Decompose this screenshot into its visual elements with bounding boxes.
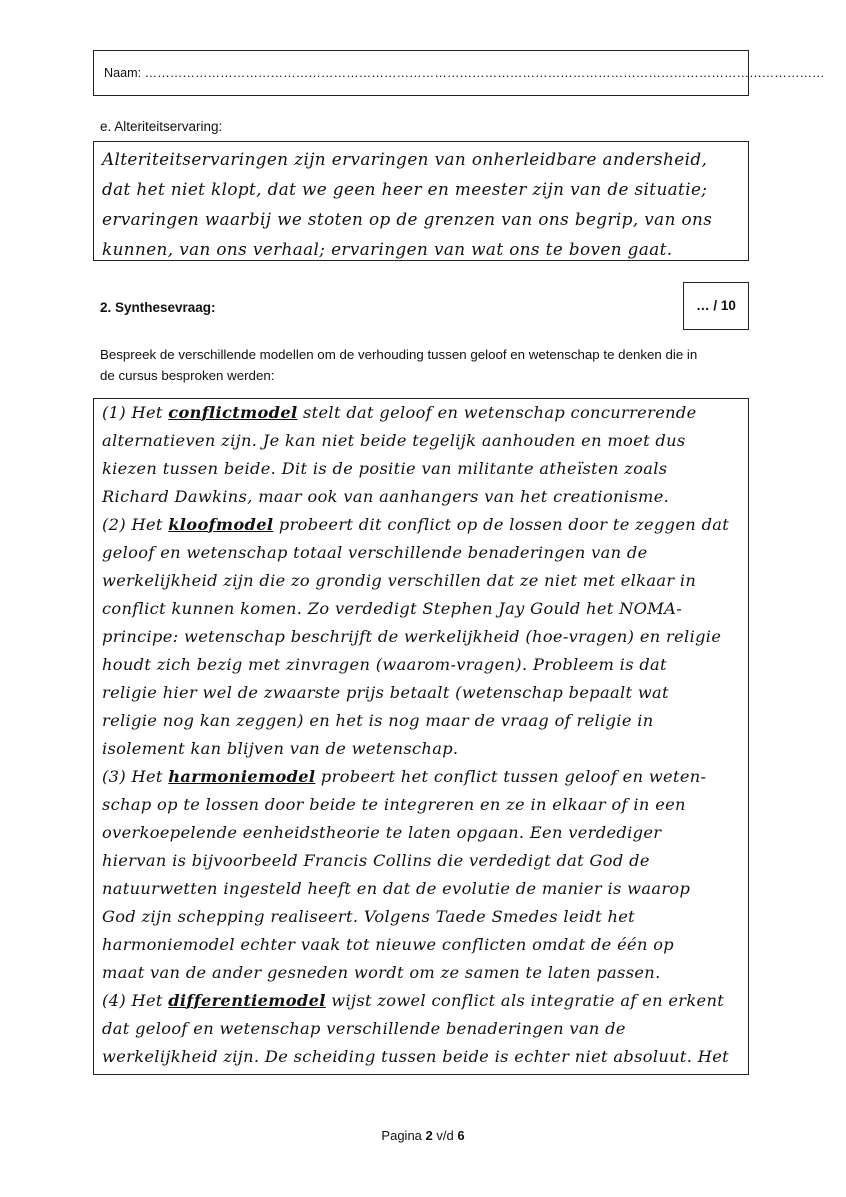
- answer-text: (3) Het: [102, 767, 169, 786]
- answer-text: stelt dat geloof en wetenschap concurrerende: [297, 403, 697, 422]
- answer-line: [102, 791, 729, 819]
- answer-text: (2) Het: [102, 515, 169, 534]
- answer-line: [102, 819, 729, 847]
- answer-line: [102, 903, 729, 931]
- answer-text: werkelijkheid zijn. De scheiding tussen beide is echter niet absoluut. Het: [102, 1047, 730, 1066]
- name-label: Naam: ………………………………………………………………………………………………………………………………………………: [104, 66, 825, 80]
- answer-text: houdt zich bezig met zinvragen (waarom-vragen). Probleem is dat: [102, 655, 667, 674]
- answer-line: [102, 847, 729, 875]
- model-name: harmoniemodel: [168, 767, 316, 786]
- name-box: [93, 50, 825, 96]
- section-e-answer: [102, 144, 712, 264]
- answer-line: [102, 707, 729, 735]
- answer-line: kunnen, van ons verhaal; ervaringen van wat ons te boven gaat.: [102, 239, 673, 259]
- answer-text: hiervan is bijvoorbeeld Francis Collins die verdedigt dat God de: [102, 851, 650, 870]
- answer-text: Richard Dawkins, maar ook van aanhangers van het creationisme.: [102, 487, 670, 506]
- answer-line: [102, 651, 729, 679]
- answer-text: God zijn schepping realiseert. Volgens Taede Smedes leidt het: [102, 907, 636, 926]
- page-separator: v/d: [432, 1128, 458, 1143]
- synthesis-answer-box: [93, 398, 749, 1075]
- answer-line: ervaringen waarbij we stoten op de grenzen van ons begrip, van ons: [102, 209, 713, 229]
- answer-text: overkoepelende eenheidstheorie te laten opgaan. Een verdediger: [102, 823, 662, 842]
- model-name: kloofmodel: [168, 515, 274, 534]
- answer-text: schap op te lossen door beide te integreren en ze in elkaar of in een: [102, 795, 686, 814]
- answer-text: conflict kunnen komen. Zo verdedigt Stephen Jay Gould het NOMA-: [102, 599, 683, 618]
- model-name: conflictmodel: [168, 403, 298, 422]
- answer-text: wijst zowel conflict als integratie af en erkent: [325, 991, 725, 1010]
- prompt-line: Bespreek de verschillende modellen om de verhouding tussen geloof en wetenschap te denken die in: [100, 347, 698, 362]
- section-e-label: e. Alteriteitservaring:: [100, 119, 223, 134]
- answer-line: [102, 875, 729, 903]
- answer-line: [102, 987, 729, 1015]
- answer-line: Alteriteitservaringen zijn ervaringen van onherleidbare andersheid,: [102, 149, 708, 169]
- answer-text: (4) Het: [102, 991, 169, 1010]
- answer-text: probeert het conflict tussen geloof en weten-: [315, 767, 707, 786]
- answer-text: natuurwetten ingesteld heeft en dat de evolutie de manier is waarop: [102, 879, 691, 898]
- answer-line: [102, 595, 729, 623]
- answer-text: kiezen tussen beide. Dit is de positie van militante atheïsten zoals: [102, 459, 668, 478]
- answer-line: [102, 763, 729, 791]
- answer-line: [102, 539, 729, 567]
- answer-line: [102, 399, 729, 427]
- answer-line: [102, 931, 729, 959]
- answer-text: geloof en wetenschap totaal verschillende benaderingen van de: [102, 543, 648, 562]
- synthesis-answer: [102, 399, 729, 1071]
- answer-text: dat geloof en wetenschap verschillende benaderingen van de: [102, 1019, 626, 1038]
- score-value: … / 10: [696, 298, 736, 313]
- question-title: 2. Synthesevraag:: [100, 300, 216, 315]
- answer-line: [102, 1043, 729, 1071]
- answer-text: harmoniemodel echter vaak tot nieuwe conflicten omdat de één op: [102, 935, 675, 954]
- answer-line: [102, 959, 729, 987]
- answer-text: isolement kan blijven van de wetenschap.: [102, 739, 459, 758]
- answer-text: werkelijkheid zijn die zo grondig verschillen dat ze niet met elkaar in: [102, 571, 697, 590]
- page-current: 2: [425, 1128, 433, 1143]
- answer-text: religie nog kan zeggen) en het is nog maar de vraag of religie in: [102, 711, 654, 730]
- answer-line: [102, 623, 729, 651]
- answer-line: [102, 567, 729, 595]
- answer-text: alternatieven zijn. Je kan niet beide tegelijk aanhouden en moet dus: [102, 431, 686, 450]
- answer-text: probeert dit conflict op de lossen door te zeggen dat: [273, 515, 730, 534]
- answer-line: [102, 679, 729, 707]
- prompt-line: de cursus besproken werden:: [100, 368, 275, 383]
- answer-text: principe: wetenschap beschrijft de werkelijkheid (hoe-vragen) en religie: [102, 627, 722, 646]
- answer-line: [102, 1015, 729, 1043]
- answer-line: [102, 735, 729, 763]
- answer-line: [102, 483, 729, 511]
- page-total: 6: [457, 1128, 465, 1143]
- model-name: differentiemodel: [168, 991, 326, 1010]
- page-number: [0, 1128, 846, 1143]
- answer-line: [102, 511, 729, 539]
- answer-line: [102, 427, 729, 455]
- answer-text: (1) Het: [102, 403, 169, 422]
- question-prompt: [100, 344, 697, 386]
- answer-line: [102, 455, 729, 483]
- page-prefix: Pagina: [381, 1128, 426, 1143]
- answer-text: religie hier wel de zwaarste prijs betaalt (wetenschap bepaalt wat: [102, 683, 669, 702]
- section-e-answer-box: [93, 141, 749, 261]
- answer-line: dat het niet klopt, dat we geen heer en meester zijn van de situatie;: [102, 179, 708, 199]
- answer-text: maat van de ander gesneden wordt om ze samen te laten passen.: [102, 963, 661, 982]
- score-box: [683, 282, 749, 330]
